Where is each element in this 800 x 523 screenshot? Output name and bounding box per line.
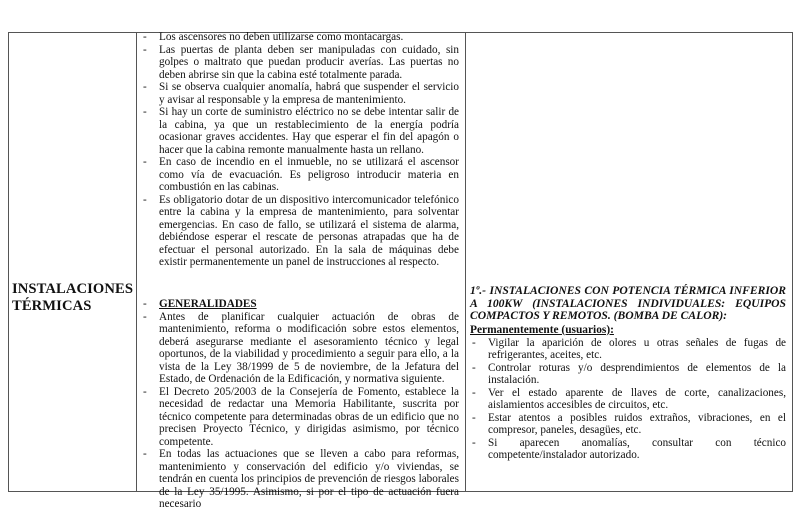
list-item: - Antes de planificar cualquier actuación de obras de mantenimiento, reforma o modificación sobre estos elementos, deberá asegurarse mediante el asesoramiento técnico y legal oportunos, de la viabilidad y procedimiento a seguir para ello, a la vista de la Ley 38/1999 de 5 de noviembre, de la Jefatura del Estado, de Ordenación de la Edificación, y normativa siguiente. bbox=[137, 311, 465, 386]
list-item: - En caso de incendio en el inmueble, no se utilizará el ascensor como vía de evacuación. Es peligroso introducir materia en combustión en las cabinas. bbox=[137, 156, 465, 194]
list-item: - Los ascensores no deben utilizarse como montacargas. bbox=[137, 31, 465, 44]
thermal-installations-block bbox=[466, 285, 792, 462]
general-instructions-column bbox=[137, 31, 466, 510]
list-item: - Controlar roturas y/o desprendimientos de elementos de la instalación. bbox=[470, 362, 786, 387]
user-tasks-list bbox=[470, 337, 786, 462]
maintenance-table bbox=[8, 31, 793, 510]
list-item: - En todas las actuaciones que se lleven a cabo para reformas, mantenimiento y conservación del edificio y/o viviendas, se tendrán en cuenta los principios de prevención de riesgos laborales de la Ley 35/1995. Asimismo, si por el tipo de actuación fuera necesario bbox=[137, 448, 465, 511]
elevator-instructions-list bbox=[137, 31, 465, 269]
generalidades-list bbox=[137, 298, 465, 511]
list-item: - Si hay un corte de suministro eléctrico no se debe intentar salir de la cabina, ya que un restablecimiento de la energía podría ocasionar graves accidentes. Hay que esperar el fin del apagón o hacer que la cabina remonte manualmente hasta un rellano. bbox=[137, 106, 465, 156]
category-column bbox=[9, 33, 137, 491]
list-item: - Es obligatorio dotar de un dispositivo intercomunicador telefónico entre la cabina y la empresa de mantenimiento, para solventar emergencias. En caso de fallo, se utilizará el sistema de alarma, debiéndose esperar el rescate de personas atrapadas que ha de efectuar el personal autorizado. En la sala de máquinas debe existir permanentemente un panel de instrucciones al respecto. bbox=[137, 194, 465, 269]
list-item: - Estar atentos a posibles ruidos extraños, vibraciones, en el compresor, paneles, desagües, etc. bbox=[470, 412, 786, 437]
list-item: - Vigilar la aparición de olores u otras señales de fugas de refrigerantes, aceites, etc. bbox=[470, 337, 786, 362]
list-item: - Si aparecen anomalías, consultar con técnico competente/instalador autorizado. bbox=[470, 437, 786, 462]
list-item: - Las puertas de planta deben ser manipuladas con cuidado, sin golpes o maltrato que puedan producir averías. Las puertas no deben abrirse sin que la cabina esté totalmente parada. bbox=[137, 44, 465, 82]
users-subheading: Permanentemente (usuarios): bbox=[470, 323, 614, 336]
section-title: INSTALACIONES TÉRMICAS bbox=[12, 281, 134, 314]
generalidades-heading: - GENERALIDADES bbox=[137, 298, 465, 311]
list-item: - El Decreto 205/2003 de la Consejería de Fomento, establece la necesidad de redactar una Memoria Habilitante, suscrita por técnico competente para determinadas obras de un edificio que no precisen Proyecto Técnico, y dirigidas asimismo, por técnico competente. bbox=[137, 386, 465, 449]
specific-instructions-column bbox=[466, 33, 792, 491]
list-item: - Ver el estado aparente de llaves de corte, canalizaciones, aislamientos accesibles de circuitos, etc. bbox=[470, 387, 786, 412]
list-item: - Si se observa cualquier anomalía, habrá que suspender el servicio y avisar al responsable y la empresa de mantenimiento. bbox=[137, 81, 465, 106]
installation-heading: 1º.- INSTALACIONES CON POTENCIA TÉRMICA INFERIOR A 100KW (INSTALACIONES INDIVIDUALES: EQUIPOS COMPACTOS Y REMOTOS. (BOMBA DE CALOR): bbox=[470, 284, 786, 323]
